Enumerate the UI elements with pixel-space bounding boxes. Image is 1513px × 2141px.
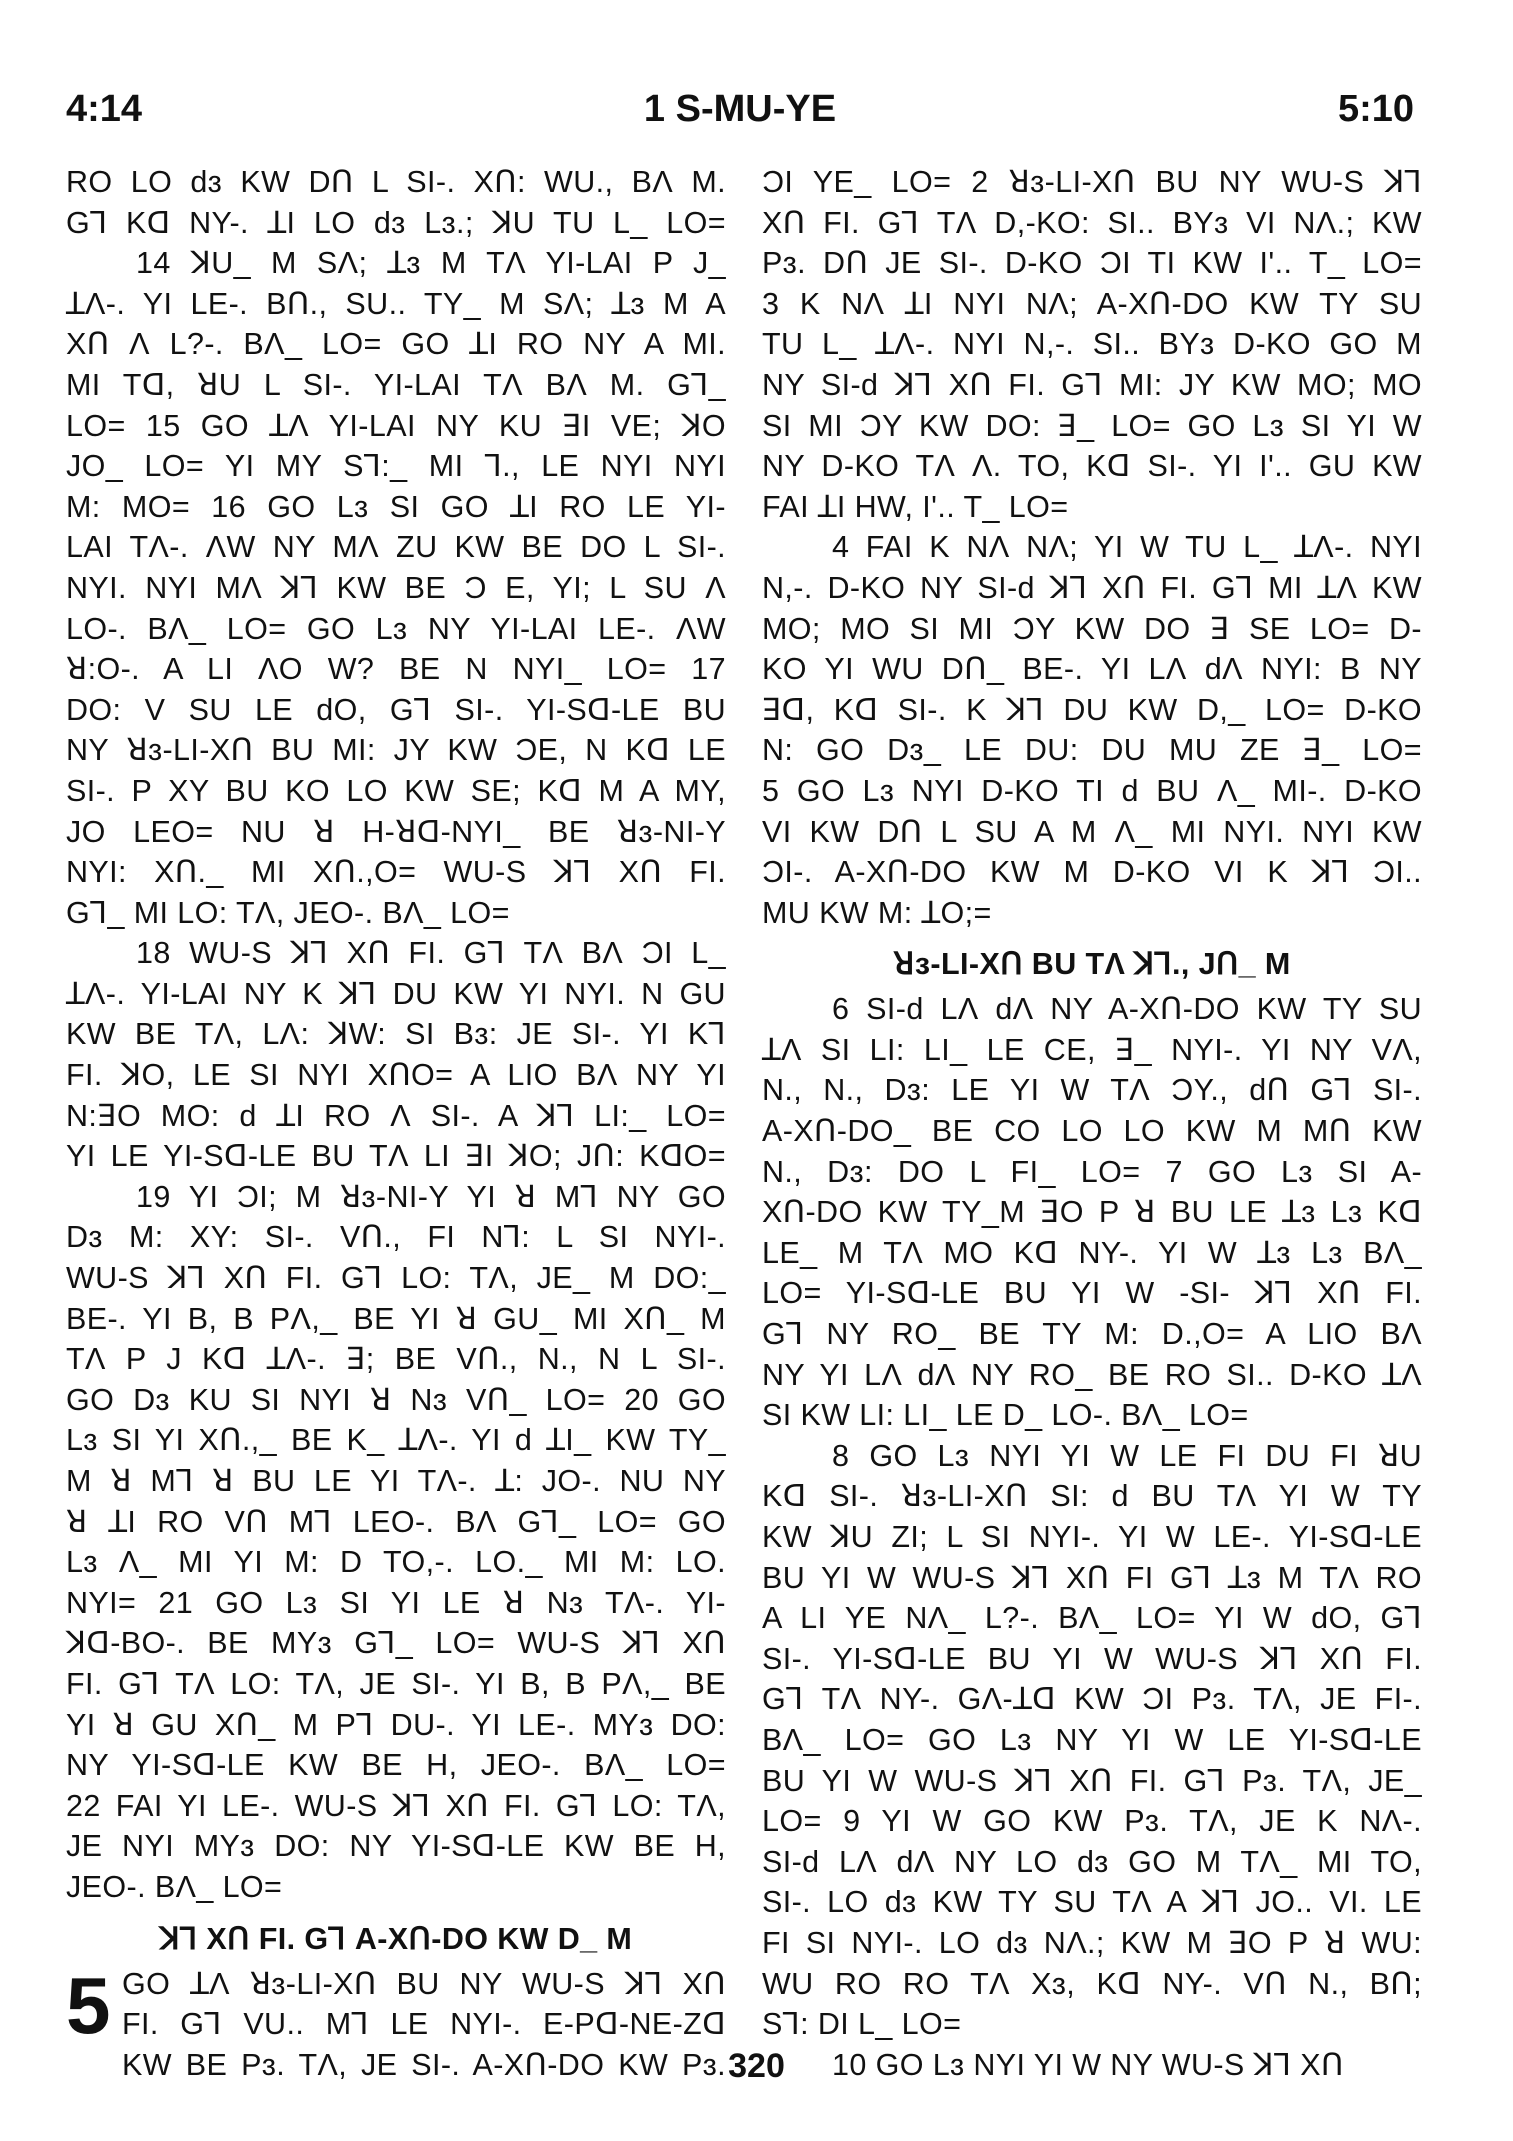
text-line: LO= YI-Sꓷ-LE BU YI W -SI- ꓘꓶ XՈ FI. <box>762 1276 1422 1311</box>
text-line: N,-. D-KO NY SI-d ꓘꓶ XՈ FI. Gꓶ MI ꓕɅ KW <box>762 570 1422 605</box>
text-line: NYI= 21 GO Lɜ SI YI LE ꓤ Nɜ TɅ-. YI- <box>66 1585 726 1620</box>
text-line: BE-. YI B, B PɅ,_ BE YI ꓤ GU_ MI XՈ_ M <box>66 1301 726 1336</box>
text-line: KW ꓘU ZI; L SI NYI-. YI W LE-. YI-Sꓷ-LE <box>762 1520 1422 1554</box>
text-line: FI. Gꓶ TɅ LO: TɅ, JE SI-. YI B, B PɅ,_ BE <box>66 1666 726 1701</box>
text-line: TɅ P J Kꓷ ꓕɅ-. ꓱ; BE VՈ., N., N L SI-. <box>66 1342 726 1377</box>
text-line: N:ꓱO MO: d ꓕI RO Ʌ SI-. A ꓘꓶ LI:_ LO= <box>66 1098 726 1133</box>
text-line: MI Tꓷ, ꓤU L SI-. YI-LAI TɅ BɅ M. Gꓶ_ <box>66 367 726 402</box>
text-line: NYI. NYI MɅ ꓘꓶ KW BE Ɔ E, YI; L SU Ʌ <box>66 570 726 605</box>
right-column-lines-a <box>762 162 1422 933</box>
text-line: 19 YI ƆI; M ꓤɜ-NI-Y YI ꓤ Mꓶ NY GO <box>136 1179 726 1214</box>
text-line: BU YI W WU-S ꓘꓶ XՈ FI Gꓶ ꓕɜ M TɅ RO <box>762 1560 1422 1595</box>
left-text-column <box>66 162 726 2085</box>
text-line: ƆI-. A-XՈ-DO KW M D-KO VI K ꓘꓶ ƆI.. <box>762 855 1422 890</box>
text-line: ꓕɅ SI LI: LI_ LE CE, ꓱ_ NYI-. YI NY VɅ, <box>762 1032 1422 1067</box>
text-line: KW BE TɅ, LɅ: ꓘW: SI Bɜ: JE SI-. YI Kꓶ <box>66 1017 726 1052</box>
text-line: 8 GO Lɜ NYI YI W LE FI DU FI ꓤU <box>832 1438 1422 1473</box>
text-line: ꓤ ꓕI RO VՈ Mꓶ LEO-. BɅ Gꓶ_ LO= GO <box>66 1504 726 1539</box>
text-line: YI LE YI-Sꓷ-LE BU TɅ LI ꓱI ꓘO; JՈ: KꓷO= <box>66 1139 726 1174</box>
text-line: ƆI YE_ LO= 2 ꓤɜ-LI-XՈ BU NY WU-S ꓘꓶ <box>762 165 1422 199</box>
text-line: DO: V SU LE dO, Gꓶ SI-. YI-Sꓷ-LE BU <box>66 692 726 727</box>
text-line: M: MO= 16 GO Lɜ SI GO ꓕI RO LE YI- <box>66 489 726 524</box>
text-line: Gꓶ Kꓷ NY-. ꓕI LO dɜ Lɜ.; ꓘU TU L_ LO= <box>66 205 726 240</box>
text-line: 10 GO Lɜ NYI YI W NY WU-S ꓘꓶ XՈ <box>832 2047 1344 2082</box>
text-line: A LI YE NɅ_ L?-. BɅ_ LO= YI W dO, Gꓶ <box>762 1601 1422 1636</box>
text-line: BɅ_ LO= GO Lɜ NY YI W LE YI-Sꓷ-LE <box>762 1722 1422 1757</box>
text-line: WU RO RO TɅ Xɜ, Kꓷ NY-. VՈ N., BՈ; <box>762 1966 1422 2001</box>
text-line: WU-S ꓘꓶ XՈ FI. Gꓶ LO: TɅ, JE_ M DO:_ <box>66 1261 726 1296</box>
text-line: Kꓷ SI-. ꓤɜ-LI-XՈ SI: d BU TɅ YI W TY <box>762 1479 1422 1514</box>
text-line: N: GO Dɜ_ LE DU: DU MU ZE ꓱ_ LO= <box>762 733 1422 768</box>
text-line: JE NYI MYɜ DO: NY YI-Sꓷ-LE KW BE H, <box>66 1829 726 1864</box>
text-line: LE_ M TɅ MO Kꓷ NY-. YI W ꓕɜ Lɜ BɅ_ <box>762 1235 1422 1270</box>
text-line: TU L_ ꓕɅ-. NYI N,-. SI.. BYɜ D-KO GO M <box>762 327 1422 362</box>
text-line: Dɜ M: XY: SI-. VՈ., FI Nꓶ: L SI NYI-. <box>66 1220 726 1255</box>
header-left-reference: 4:14 <box>66 88 143 130</box>
text-line: MO; MO SI MI ƆY KW DO ꓱ SE LO= D- <box>762 611 1422 646</box>
text-line: SI-. P XY BU KO LO KW SE; Kꓷ M A MY, <box>66 773 726 808</box>
left-column-lines <box>66 162 726 1908</box>
text-line: Lɜ Ʌ_ MI YI M: D TO,-. LO._ MI M: LO. <box>66 1545 726 1580</box>
section-heading: ꓤɜ-LI-XՈ BU TɅ ꓘꓶ., JՈ_ M <box>893 947 1291 982</box>
text-line: N., N., Dɜ: LE YI W TɅ ƆY., dՈ Gꓶ SI-. <box>762 1073 1422 1108</box>
text-line: ꓘꓷ-BO-. BE MYɜ Gꓶ_ LO= WU-S ꓘꓶ XՈ <box>66 1626 726 1661</box>
text-line: 6 SI-d LɅ dɅ NY A-XՈ-DO KW TY SU <box>832 992 1422 1027</box>
text-line: 22 FAI YI LE-. WU-S ꓘꓶ XՈ FI. Gꓶ LO: TɅ, <box>66 1788 726 1823</box>
section-heading: ꓘꓶ XՈ FI. Gꓶ A-XՈ-DO KW D_ M <box>159 1921 633 1956</box>
text-line: ꓕɅ-. YI LE-. BՈ., SU.. TY_ M SɅ; ꓕɜ M A <box>66 286 726 321</box>
text-line: ꓕɅ-. YI-LAI NY K ꓘꓶ DU KW YI NYI. N GU <box>66 976 726 1011</box>
text-line: 14 ꓘU_ M SɅ; ꓕɜ M TɅ YI-LAI P J_ <box>136 246 726 281</box>
header-right-reference: 5:10 <box>1337 88 1414 130</box>
text-line: 5 GO Lɜ NYI D-KO TI d BU Ʌ_ MI-. D-KO <box>762 773 1422 808</box>
text-line: NY SI-d ꓘꓶ XՈ FI. Gꓶ MI: JY KW MO; MO <box>762 367 1422 402</box>
text-line: Lɜ SI YI XՈ.,_ BE K_ ꓕɅ-. YI d ꓕI_ KW TY_ <box>66 1423 726 1458</box>
text-line: XՈ Ʌ L?-. BɅ_ LO= GO ꓕI RO NY A MI. <box>66 327 726 362</box>
chapter-number: 5 <box>66 1960 111 2050</box>
text-line: LO= 15 GO ꓕɅ YI-LAI NY KU ꓱI VE; ꓘO <box>66 408 726 443</box>
text-line: SI-d LɅ dɅ NY LO dɜ GO M TɅ_ MI TO, <box>762 1844 1422 1879</box>
text-line: FI. ꓘO, LE SI NYI XՈO= A LIO BɅ NY YI <box>66 1058 726 1093</box>
text-line: Gꓶ_ MI LO: TɅ, JEO-. BɅ_ LO= <box>66 895 510 930</box>
text-line: GO ꓕɅ ꓤɜ-LI-XՈ BU NY WU-S ꓘꓶ XՈ <box>122 1966 726 2001</box>
text-line: NY ꓤɜ-LI-XՈ BU MI: JY KW ƆE, N Kꓷ LE <box>66 733 726 768</box>
text-line: ꓱꓷ, Kꓷ SI-. K ꓘꓶ DU KW D,_ LO= D-KO <box>762 692 1422 727</box>
text-line: M ꓤ Mꓶ ꓤ BU LE YI TɅ-. ꓕ: JO-. NU NY <box>66 1464 726 1498</box>
text-line: LAI TɅ-. ɅW NY MɅ ZU KW BE DO L SI-. <box>66 530 726 565</box>
text-line: XՈ FI. Gꓶ TɅ D,-KO: SI.. BYɜ VI NɅ.; KW <box>762 205 1422 240</box>
text-line: A-XՈ-DO_ BE CO LO LO KW M MՈ KW <box>762 1114 1422 1149</box>
text-line: LO= 9 YI W GO KW Pɜ. TɅ, JE K NɅ-. <box>762 1804 1422 1839</box>
text-line: KW BE Pɜ. TɅ, JE SI-. A-XՈ-DO KW Pɜ. <box>122 2047 726 2082</box>
text-line: NY D-KO TɅ Ʌ. TO, Kꓷ SI-. YI I'.. GU KW <box>762 449 1422 484</box>
text-line: JEO-. BɅ_ LO= <box>66 1869 283 1904</box>
text-line: N., Dɜ: DO L FI_ LO= 7 GO Lɜ SI A- <box>762 1154 1422 1189</box>
text-line: FI SI NYI-. LO dɜ NɅ.; KW M ꓱO P ꓤ WU: <box>762 1925 1422 1960</box>
text-line: MU KW M: ꓕO;= <box>762 895 992 930</box>
header-book-title: 1 S-MU-YE <box>643 88 837 130</box>
text-line: 4 FAI K NɅ NɅ; YI W TU L_ ꓕɅ-. NYI <box>832 530 1422 565</box>
right-column-lines-b <box>762 989 1422 2085</box>
text-line: FAI ꓕI HW, I'.. T_ LO= <box>762 489 1069 524</box>
text-line: SI MI ƆY KW DO: ꓱ_ LO= GO Lɜ SI YI W <box>762 408 1422 443</box>
text-line: RO LO dɜ KW DՈ L SI-. XՈ: WU., BɅ M. <box>66 165 726 199</box>
running-header <box>66 88 1414 148</box>
text-line: JO LEO= NU ꓤ H-ꓤꓷ-NYI_ BE ꓤɜ-NI-Y <box>66 814 726 849</box>
text-line: 3 K NɅ ꓕI NYI NɅ; A-XՈ-DO KW TY SU <box>762 286 1422 321</box>
right-text-column <box>762 162 1422 2085</box>
text-line: JO_ LO= YI MY Sꓶ:_ MI ꓶ., LE NYI NYI <box>66 449 726 484</box>
text-line: Gꓶ TɅ NY-. GɅ-ꓕꓷ KW ƆI Pɜ. TɅ, JE FI-. <box>762 1682 1422 1717</box>
text-line: VI KW DՈ L SU A M Ʌ_ MI NYI. NYI KW <box>762 814 1422 849</box>
text-line: GO Dɜ KU SI NYI ꓤ Nɜ VՈ_ LO= 20 GO <box>66 1382 726 1417</box>
text-line: NY YI LɅ dɅ NY RO_ BE RO SI.. D-KO ꓕɅ <box>762 1357 1422 1392</box>
text-line: SI-. YI-Sꓷ-LE BU YI W WU-S ꓘꓶ XՈ FI. <box>762 1641 1422 1676</box>
text-line: Sꓶ: DI L_ LO= <box>762 2007 962 2042</box>
text-line: KO YI WU DՈ_ BE-. YI LɅ dɅ NYI: B NY <box>762 652 1422 687</box>
text-line: BU YI W WU-S ꓘꓶ XՈ FI. Gꓶ Pɜ. TɅ, JE_ <box>762 1763 1422 1798</box>
text-line: Pɜ. DՈ JE SI-. D-KO ƆI TI KW I'.. T_ LO= <box>762 246 1422 281</box>
text-line: XՈ-DO KW TY_M ꓱO P ꓤ BU LE ꓕɜ Lɜ Kꓷ <box>762 1195 1422 1230</box>
text-line: Gꓶ NY RO_ BE TY M: D.,O= A LIO BɅ <box>762 1317 1422 1352</box>
text-line: SI-. LO dɜ KW TY SU TɅ A ꓘꓶ JO.. VI. LE <box>762 1885 1422 1920</box>
page-number: 320 <box>728 2047 785 2085</box>
text-line: NY YI-Sꓷ-LE KW BE H, JEO-. BɅ_ LO= <box>66 1748 726 1783</box>
text-line: LO-. BɅ_ LO= GO Lɜ NY YI-LAI LE-. ɅW <box>66 611 726 646</box>
text-line: NYI: XՈ._ MI XՈ.,O= WU-S ꓘꓶ XՈ FI. <box>66 855 726 890</box>
text-line: ꓤ:O-. A LI ɅO W? BE N NYI_ LO= 17 <box>66 652 726 687</box>
text-line: FI. Gꓶ VU.. Mꓶ LE NYI-. E-Pꓷ-NE-Zꓷ <box>122 2007 726 2042</box>
text-line: 18 WU-S ꓘꓶ XՈ FI. Gꓶ TɅ BɅ ƆI L_ <box>136 936 726 971</box>
text-line: SI KW LI: LI_ LE D_ LO-. BɅ_ LO= <box>762 1398 1249 1433</box>
text-line: YI ꓤ GU XՈ_ M Pꓶ DU-. YI LE-. MYɜ DO: <box>66 1707 726 1742</box>
